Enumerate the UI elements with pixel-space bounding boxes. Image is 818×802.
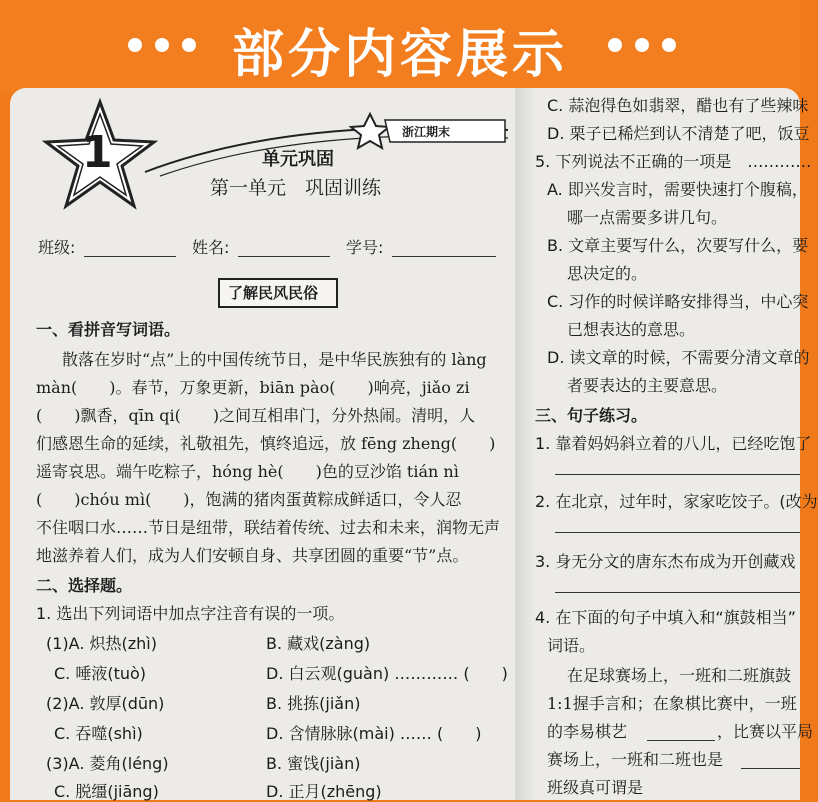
- passage-line: 在足球赛场上，一班和二班旗鼓: [567, 666, 792, 685]
- sentence-question-4-cont: 词语。: [547, 636, 596, 655]
- option-line: 思决定的。: [567, 264, 648, 283]
- sentence-question-4: 4. 在下面的句子中填入和“旗鼓相当”: [535, 608, 796, 627]
- section-box: [218, 278, 338, 308]
- answer-line-1[interactable]: [555, 474, 800, 475]
- option-c: C. 唾液(tuò): [54, 664, 147, 683]
- option-b: B. 挑拣(jiǎn): [266, 694, 361, 713]
- passage-line: 地滋养着人们，成为人们安顿自身、共享团圆的重要“节”点。: [36, 546, 469, 565]
- blank-line[interactable]: [741, 768, 800, 769]
- region-label: 浙江期末: [402, 125, 451, 139]
- student-id-field[interactable]: [392, 256, 496, 257]
- part3-title: 三、句子练习。: [535, 406, 648, 425]
- passage-line: ，比赛以平局: [717, 722, 814, 741]
- passage-line: 不住咽口水……节日是纽带，联结着传统、过去和未来，润物无声: [36, 518, 501, 537]
- option-line: 已想表达的意思。: [567, 320, 696, 339]
- class-label: 班级:: [38, 238, 76, 257]
- option-a: (2)A. 敦厚(dūn): [46, 694, 165, 713]
- passage-line: màn( )。春节，万象更新，biān pào( )响亮，jiǎo zi: [36, 378, 470, 397]
- left-page: [10, 88, 515, 800]
- passage-line: 散落在岁时“点”上的中国传统节日，是中华民族独有的 làng: [62, 350, 487, 369]
- option-a: (3)A. 菱角(léng): [46, 754, 169, 773]
- option-line: A. 即兴发言时，需要快速打个腹稿，: [547, 180, 808, 199]
- badge-number: 1: [82, 127, 113, 178]
- header-title: 单元巩固: [262, 149, 334, 170]
- question-5: 5. 下列说法不正确的一项是 …………: [535, 152, 812, 171]
- blank-line[interactable]: [647, 740, 715, 741]
- banner-title: 部分内容展示: [231, 25, 568, 85]
- passage-line: 赛场上，一班和二班也是: [547, 750, 724, 769]
- option-a: (1)A. 炽热(zhì): [46, 634, 157, 653]
- answer-line-3[interactable]: [555, 592, 800, 593]
- option-d: D. 含情脉脉(mài) …… ( ): [266, 724, 482, 743]
- option-line: D. 栗子已稀烂到认不清楚了吧，饭豆: [547, 124, 810, 143]
- name-label: 姓名:: [192, 238, 230, 257]
- right-page: [535, 88, 818, 800]
- swoosh-decoration: [140, 112, 510, 182]
- student-id-label: 学号:: [346, 238, 384, 257]
- passage-line: 们感恩生命的延续，礼敬祖先，慎终追远，放 fēng zheng( ): [36, 434, 496, 453]
- header-subtitle: 第一单元 巩固训练: [210, 177, 382, 199]
- option-line: C. 习作的时候详略安排得当，中心突: [547, 292, 809, 311]
- option-line: D. 读文章的时候，不需要分清文章的: [547, 348, 810, 367]
- part1-title: 一、看拼音写词语。: [36, 320, 181, 339]
- option-line: C. 蒜泡得色如翡翠，醋也有了些辣味: [547, 96, 809, 115]
- name-field[interactable]: [238, 256, 330, 257]
- part2-title: 二、选择题。: [36, 576, 133, 595]
- section-box-label: 了解民风民俗: [228, 284, 319, 302]
- banner: [0, 0, 800, 92]
- document-page: [10, 88, 818, 801]
- sentence-question-2: 2. 在北京，过年时，家家吃饺子。(改为: [535, 492, 818, 511]
- option-c: C. 吞噬(shì): [54, 724, 143, 743]
- option-line: 哪一点需要多讲几句。: [567, 208, 728, 227]
- option-c: C. 脱缰(jiāng): [54, 782, 159, 801]
- passage-line: 的李易棋艺: [547, 722, 628, 741]
- option-d: D. 正月(zhēng): [266, 782, 382, 801]
- sentence-question-3: 3. 身无分文的唐东杰布成为开创藏戏: [535, 552, 796, 571]
- option-b: B. 蜜饯(jiàn): [266, 754, 361, 773]
- passage-line: 遥寄哀思。端午吃粽子，hóng hè( )色的豆沙馅 tián nì: [36, 462, 459, 481]
- option-d: D. 白云观(guàn) ………… ( ): [266, 664, 508, 683]
- passage-line: ( )飘香，qīn qi( )之间互相串门，分外热闹。清明，人: [36, 406, 476, 425]
- option-line: 者要表达的主要意思。: [567, 376, 728, 395]
- answer-line-2[interactable]: [555, 532, 800, 533]
- class-field[interactable]: [84, 256, 176, 257]
- passage-line: 1:1握手言和；在象棋比赛中，一班: [547, 694, 797, 713]
- question-1: 1. 选出下列词语中加点字注音有误的一项。: [36, 604, 345, 623]
- sentence-question-1: 1. 靠着妈妈斜立着的八儿，已经吃饱了: [535, 434, 812, 453]
- page-gutter: [515, 88, 535, 800]
- passage-line: 班级真可谓是: [547, 778, 644, 797]
- option-b: B. 藏戏(zàng): [266, 634, 371, 653]
- passage-line: ( )chóu mì( )，饱满的猪肉蛋黄粽成鲜适口，令人忍: [36, 490, 462, 509]
- option-line: B. 文章主要写什么，次要写什么，要: [547, 236, 809, 255]
